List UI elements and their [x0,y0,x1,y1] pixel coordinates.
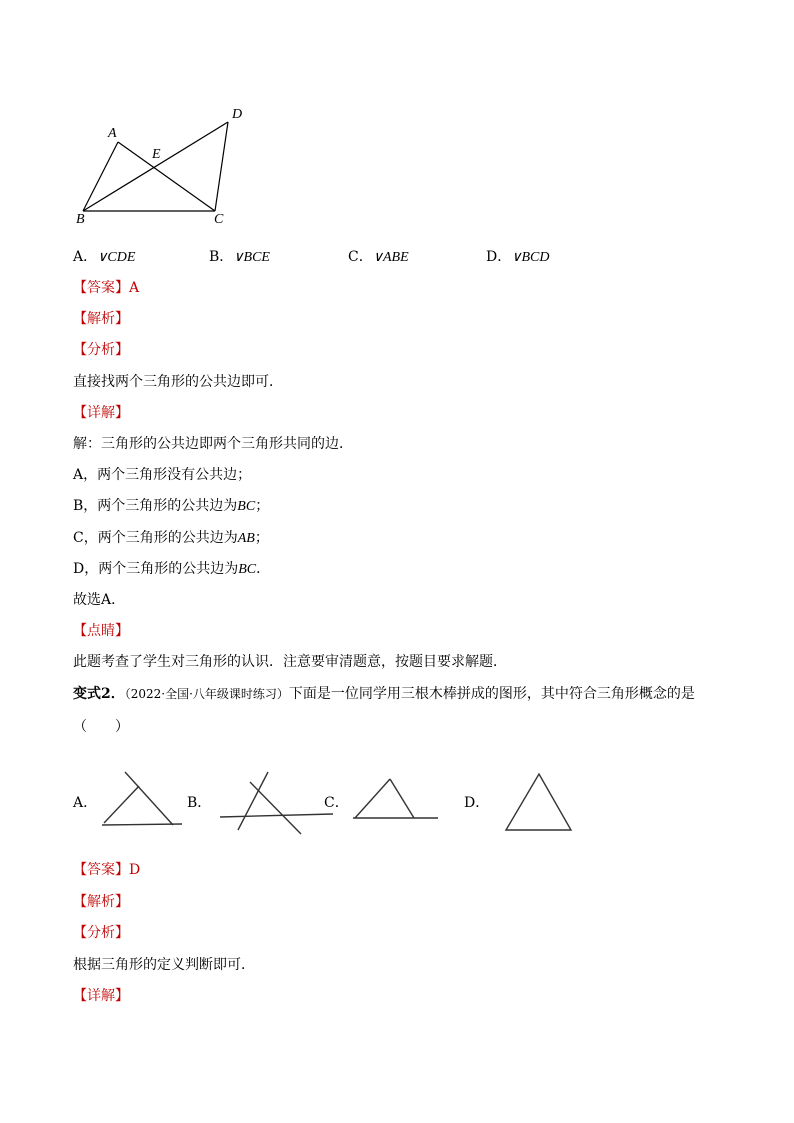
point-label-c: C [214,212,224,227]
detail-text: C，两个三角形的公共边为 [73,530,238,546]
q2-option-b-figure[interactable] [218,770,338,840]
geometry-figure-abcd [60,105,260,225]
detail-text: D，两个三角形的公共边为 [73,561,239,577]
dianjing-text-1: 此题考查了学生对三角形的认识．注意要审清题意，按题目要求解题． [73,654,507,670]
q2-option-b-label[interactable]: B． [187,795,212,811]
q2-option-a-label[interactable]: A． [73,795,98,811]
detail-punct: ； [254,530,269,546]
point-label-b: B [76,212,85,227]
option-text: BCD [521,250,550,265]
question-2-paren: （ ） [73,719,129,735]
option-text: BCE [243,250,270,265]
q2-option-d-label[interactable]: D． [464,795,490,811]
segment-name: BC [237,499,256,514]
detail-text: B，两个三角形的公共边为 [73,498,238,514]
answer-tag: 【答案】 [73,862,129,878]
option-text: ABE [382,250,409,265]
detail-line-1: 解：三角形的公共边即两个三角形共同的边． [73,436,353,452]
option-letter: B． [209,249,234,265]
question-2-stem [73,685,695,703]
detail-line-4 [73,529,269,548]
triangle-symbol: ∨ [511,250,522,265]
analysis-tag-1: 【解析】 [73,311,129,327]
q2-option-a-figure[interactable] [100,770,190,830]
answer-line-2 [73,861,140,879]
option-letter: D． [486,249,512,265]
question-text: 下面是一位同学用三根木棒拼成的图形，其中符合三角形概念的是 [288,686,695,702]
option-text: CDE [107,250,136,265]
triangle-symbol: ∨ [97,250,108,265]
option-letter: C． [348,249,373,265]
point-label-e: E [152,147,161,162]
detail-line-2: A，两个三角形没有公共边； [73,467,252,483]
question-source: （2022·全国·八年级课时练习） [124,687,289,701]
triangle-symbol: ∨ [233,250,244,265]
q2-option-c-label[interactable]: C． [324,795,349,811]
xiangjie-tag-1: 【详解】 [73,405,129,421]
answer-value: A [129,280,140,296]
fenxi-tag-1: 【分析】 [73,342,129,358]
answer-tag: 【答案】 [73,280,129,296]
q2-option-c-figure[interactable] [350,776,445,826]
answer-value: D [129,862,141,878]
q1-option-c[interactable] [348,248,409,267]
q2-option-d-figure[interactable] [502,770,577,835]
question-number: 变式2． [73,686,125,702]
point-label-d: D [232,107,243,122]
xiangjie-tag-2: 【详解】 [73,988,129,1004]
segment-name: BC [238,562,257,577]
q1-option-b[interactable] [209,248,270,267]
triangle-symbol: ∨ [372,250,383,265]
answer-line-1 [73,279,139,297]
dianjing-tag-1: 【点睛】 [73,623,129,639]
q1-option-d[interactable] [486,248,549,267]
fenxi-text-1: 直接找两个三角形的公共边即可． [73,374,283,390]
detail-line-6: 故选A． [73,592,126,608]
q1-option-a[interactable] [73,248,135,267]
analysis-tag-2: 【解析】 [73,894,129,910]
segment-name: AB [237,531,255,546]
detail-punct: ． [256,561,271,577]
option-letter: A． [73,249,98,265]
detail-line-5 [73,560,270,579]
detail-punct: ； [255,498,270,514]
detail-line-3 [73,497,269,516]
fenxi-tag-2: 【分析】 [73,925,129,941]
fenxi-text-2: 根据三角形的定义判断即可． [73,957,255,973]
point-label-a: A [108,126,117,141]
